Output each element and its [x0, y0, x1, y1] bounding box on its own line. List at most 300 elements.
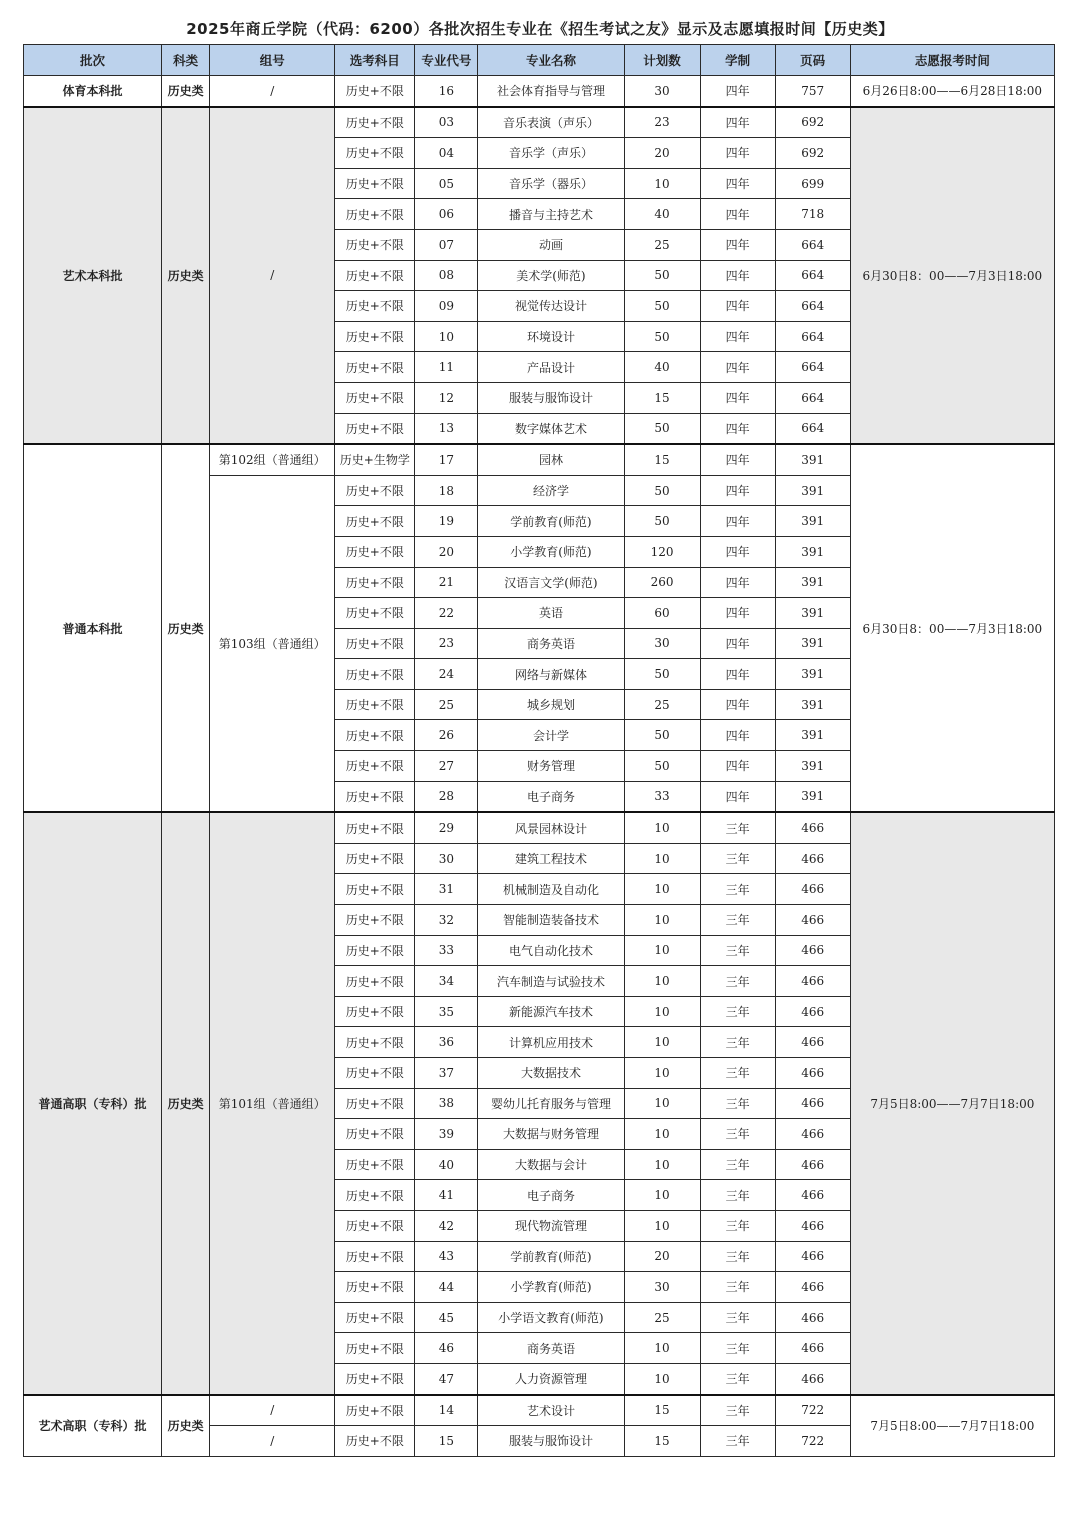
- category-cell: 历史类: [162, 444, 210, 812]
- table-row: [24, 444, 1055, 475]
- batch-cell: 体育本科批: [24, 76, 162, 107]
- subject-cell: 历史+不限: [335, 1363, 415, 1394]
- page-cell: 692: [775, 138, 850, 169]
- page-cell: 664: [775, 321, 850, 352]
- subject-cell: 历史+不限: [335, 352, 415, 383]
- plan-cell: 10: [624, 905, 700, 936]
- years-cell: 四年: [700, 781, 775, 812]
- major-name-cell: 社会体育指导与管理: [478, 76, 624, 107]
- years-cell: 四年: [700, 413, 775, 444]
- plan-cell: 25: [624, 229, 700, 260]
- years-cell: 四年: [700, 536, 775, 567]
- major-code-cell: 29: [415, 812, 478, 843]
- plan-cell: 40: [624, 199, 700, 230]
- page-cell: 391: [775, 689, 850, 720]
- years-cell: 三年: [700, 905, 775, 936]
- major-name-cell: 服装与服饰设计: [478, 1426, 624, 1457]
- major-code-cell: 15: [415, 1426, 478, 1457]
- table-row: [24, 107, 1055, 138]
- plan-cell: 10: [624, 874, 700, 905]
- major-name-cell: 动画: [478, 229, 624, 260]
- major-name-cell: 美术学(师范): [478, 260, 624, 291]
- years-cell: 三年: [700, 1149, 775, 1180]
- major-code-cell: 37: [415, 1058, 478, 1089]
- header-batch: 批次: [24, 45, 162, 76]
- major-code-cell: 07: [415, 229, 478, 260]
- plan-cell: 23: [624, 107, 700, 138]
- plan-cell: 50: [624, 260, 700, 291]
- page-cell: 391: [775, 567, 850, 598]
- years-cell: 三年: [700, 1058, 775, 1089]
- plan-cell: 30: [624, 1272, 700, 1303]
- major-name-cell: 经济学: [478, 475, 624, 506]
- major-code-cell: 35: [415, 996, 478, 1027]
- time-cell: 6月30日8：00——7月3日18:00: [850, 107, 1054, 445]
- major-code-cell: 28: [415, 781, 478, 812]
- batch-cell: 普通本科批: [24, 444, 162, 812]
- major-code-cell: 27: [415, 751, 478, 782]
- page-cell: 664: [775, 352, 850, 383]
- subject-cell: 历史+不限: [335, 1302, 415, 1333]
- group-cell: 第103组（普通组）: [210, 475, 335, 812]
- major-name-cell: 商务英语: [478, 628, 624, 659]
- major-name-cell: 人力资源管理: [478, 1363, 624, 1394]
- subject-cell: 历史+不限: [335, 168, 415, 199]
- page-cell: 466: [775, 935, 850, 966]
- major-name-cell: 大数据与会计: [478, 1149, 624, 1180]
- header-time: 志愿报考时间: [850, 45, 1054, 76]
- page-cell: 466: [775, 1027, 850, 1058]
- page-cell: 466: [775, 966, 850, 997]
- page-cell: 391: [775, 598, 850, 629]
- major-name-cell: 服装与服饰设计: [478, 382, 624, 413]
- page-cell: 466: [775, 1302, 850, 1333]
- page-cell: 391: [775, 506, 850, 537]
- major-name-cell: 学前教育(师范): [478, 1241, 624, 1272]
- years-cell: 四年: [700, 138, 775, 169]
- plan-cell: 50: [624, 506, 700, 537]
- years-cell: 四年: [700, 751, 775, 782]
- subject-cell: 历史+不限: [335, 966, 415, 997]
- major-name-cell: 环境设计: [478, 321, 624, 352]
- page-cell: 466: [775, 1180, 850, 1211]
- plan-cell: 40: [624, 352, 700, 383]
- subject-cell: 历史+不限: [335, 321, 415, 352]
- page-cell: 699: [775, 168, 850, 199]
- page-cell: 466: [775, 1149, 850, 1180]
- page-cell: 664: [775, 413, 850, 444]
- plan-cell: 120: [624, 536, 700, 567]
- plan-cell: 25: [624, 1302, 700, 1333]
- batch-cell: 普通高职（专科）批: [24, 812, 162, 1394]
- plan-cell: 10: [624, 1149, 700, 1180]
- major-name-cell: 音乐学（器乐）: [478, 168, 624, 199]
- group-cell: /: [210, 1395, 335, 1426]
- years-cell: 四年: [700, 689, 775, 720]
- subject-cell: 历史+不限: [335, 874, 415, 905]
- subject-cell: 历史+不限: [335, 260, 415, 291]
- page-cell: 466: [775, 1119, 850, 1150]
- plan-cell: 30: [624, 76, 700, 107]
- plan-cell: 10: [624, 966, 700, 997]
- plan-cell: 50: [624, 659, 700, 690]
- plan-cell: 60: [624, 598, 700, 629]
- plan-cell: 10: [624, 935, 700, 966]
- major-name-cell: 建筑工程技术: [478, 843, 624, 874]
- plan-cell: 10: [624, 1180, 700, 1211]
- plan-cell: 15: [624, 1395, 700, 1426]
- major-name-cell: 机械制造及自动化: [478, 874, 624, 905]
- major-name-cell: 商务英语: [478, 1333, 624, 1364]
- page-cell: 466: [775, 1241, 850, 1272]
- major-code-cell: 20: [415, 536, 478, 567]
- major-code-cell: 12: [415, 382, 478, 413]
- years-cell: 四年: [700, 475, 775, 506]
- years-cell: 三年: [700, 1333, 775, 1364]
- plan-cell: 10: [624, 1363, 700, 1394]
- plan-cell: 50: [624, 413, 700, 444]
- major-name-cell: 小学教育(师范): [478, 536, 624, 567]
- plan-cell: 15: [624, 444, 700, 475]
- page-cell: 391: [775, 781, 850, 812]
- page-cell: 466: [775, 1363, 850, 1394]
- major-code-cell: 22: [415, 598, 478, 629]
- years-cell: 四年: [700, 720, 775, 751]
- years-cell: 四年: [700, 659, 775, 690]
- major-name-cell: 电子商务: [478, 781, 624, 812]
- major-name-cell: 音乐表演（声乐）: [478, 107, 624, 138]
- major-code-cell: 32: [415, 905, 478, 936]
- major-name-cell: 网络与新媒体: [478, 659, 624, 690]
- major-name-cell: 电子商务: [478, 1180, 624, 1211]
- major-code-cell: 16: [415, 76, 478, 107]
- major-name-cell: 数字媒体艺术: [478, 413, 624, 444]
- page-cell: 466: [775, 905, 850, 936]
- plan-cell: 10: [624, 843, 700, 874]
- page-cell: 391: [775, 628, 850, 659]
- years-cell: 四年: [700, 199, 775, 230]
- plan-cell: 50: [624, 751, 700, 782]
- page-cell: 466: [775, 843, 850, 874]
- page-cell: 692: [775, 107, 850, 138]
- category-cell: 历史类: [162, 1395, 210, 1457]
- plan-cell: 15: [624, 1426, 700, 1457]
- header-subject: 选考科目: [335, 45, 415, 76]
- years-cell: 三年: [700, 812, 775, 843]
- major-name-cell: 新能源汽车技术: [478, 996, 624, 1027]
- group-cell: 第101组（普通组）: [210, 812, 335, 1394]
- subject-cell: 历史+不限: [335, 382, 415, 413]
- page-cell: 391: [775, 720, 850, 751]
- subject-cell: 历史+不限: [335, 138, 415, 169]
- page-cell: 664: [775, 260, 850, 291]
- years-cell: 四年: [700, 382, 775, 413]
- page-cell: 466: [775, 1210, 850, 1241]
- batch-cell: 艺术本科批: [24, 107, 162, 445]
- page-cell: 664: [775, 382, 850, 413]
- years-cell: 四年: [700, 291, 775, 322]
- major-name-cell: 风景园林设计: [478, 812, 624, 843]
- subject-cell: 历史+不限: [335, 536, 415, 567]
- plan-cell: 50: [624, 475, 700, 506]
- group-cell: /: [210, 76, 335, 107]
- major-name-cell: 汉语言文学(师范): [478, 567, 624, 598]
- years-cell: 三年: [700, 966, 775, 997]
- plan-cell: 50: [624, 720, 700, 751]
- page-cell: 391: [775, 536, 850, 567]
- major-code-cell: 43: [415, 1241, 478, 1272]
- page-cell: 722: [775, 1395, 850, 1426]
- plan-cell: 10: [624, 1027, 700, 1058]
- category-cell: 历史类: [162, 812, 210, 1394]
- subject-cell: 历史+不限: [335, 781, 415, 812]
- years-cell: 四年: [700, 107, 775, 138]
- plan-cell: 10: [624, 1088, 700, 1119]
- major-code-cell: 45: [415, 1302, 478, 1333]
- subject-cell: 历史+不限: [335, 1180, 415, 1211]
- major-code-cell: 17: [415, 444, 478, 475]
- page-cell: 664: [775, 291, 850, 322]
- page-cell: 391: [775, 659, 850, 690]
- major-code-cell: 30: [415, 843, 478, 874]
- major-code-cell: 46: [415, 1333, 478, 1364]
- major-code-cell: 47: [415, 1363, 478, 1394]
- table-row: [24, 76, 1055, 107]
- years-cell: 三年: [700, 996, 775, 1027]
- years-cell: 三年: [700, 1119, 775, 1150]
- subject-cell: 历史+不限: [335, 1395, 415, 1426]
- major-name-cell: 智能制造装备技术: [478, 905, 624, 936]
- years-cell: 三年: [700, 1302, 775, 1333]
- major-code-cell: 19: [415, 506, 478, 537]
- major-code-cell: 14: [415, 1395, 478, 1426]
- major-name-cell: 艺术设计: [478, 1395, 624, 1426]
- major-name-cell: 婴幼儿托育服务与管理: [478, 1088, 624, 1119]
- major-code-cell: 09: [415, 291, 478, 322]
- header-group: 组号: [210, 45, 335, 76]
- years-cell: 三年: [700, 1241, 775, 1272]
- category-cell: 历史类: [162, 76, 210, 107]
- subject-cell: 历史+不限: [335, 1119, 415, 1150]
- major-name-cell: 音乐学（声乐）: [478, 138, 624, 169]
- page-title: 2025年商丘学院（代码：6200）各批次招生专业在《招生考试之友》显示及志愿填报时间【历史类】: [186, 20, 894, 38]
- plan-cell: 260: [624, 567, 700, 598]
- header-major-code: 专业代号: [415, 45, 478, 76]
- years-cell: 三年: [700, 843, 775, 874]
- page-cell: 466: [775, 874, 850, 905]
- subject-cell: 历史+不限: [335, 628, 415, 659]
- subject-cell: 历史+不限: [335, 229, 415, 260]
- major-name-cell: 大数据技术: [478, 1058, 624, 1089]
- page-cell: 391: [775, 444, 850, 475]
- subject-cell: 历史+不限: [335, 107, 415, 138]
- major-code-cell: 23: [415, 628, 478, 659]
- major-code-cell: 44: [415, 1272, 478, 1303]
- years-cell: 三年: [700, 1395, 775, 1426]
- major-name-cell: 学前教育(师范): [478, 506, 624, 537]
- major-name-cell: 英语: [478, 598, 624, 629]
- major-code-cell: 36: [415, 1027, 478, 1058]
- page-cell: 466: [775, 812, 850, 843]
- major-code-cell: 11: [415, 352, 478, 383]
- subject-cell: 历史+不限: [335, 935, 415, 966]
- subject-cell: 历史+不限: [335, 567, 415, 598]
- plan-cell: 10: [624, 1333, 700, 1364]
- page-cell: 466: [775, 1333, 850, 1364]
- years-cell: 四年: [700, 628, 775, 659]
- subject-cell: 历史+不限: [335, 475, 415, 506]
- major-code-cell: 33: [415, 935, 478, 966]
- header-years: 学制: [700, 45, 775, 76]
- subject-cell: 历史+不限: [335, 199, 415, 230]
- subject-cell: 历史+不限: [335, 659, 415, 690]
- years-cell: 三年: [700, 1210, 775, 1241]
- subject-cell: 历史+不限: [335, 751, 415, 782]
- subject-cell: 历史+不限: [335, 996, 415, 1027]
- header-category: 科类: [162, 45, 210, 76]
- years-cell: 四年: [700, 352, 775, 383]
- major-name-cell: 视觉传达设计: [478, 291, 624, 322]
- table-row: [24, 1395, 1055, 1426]
- years-cell: 三年: [700, 1363, 775, 1394]
- subject-cell: 历史+不限: [335, 413, 415, 444]
- years-cell: 四年: [700, 506, 775, 537]
- page-cell: 718: [775, 199, 850, 230]
- time-cell: 7月5日8:00——7月7日18:00: [850, 1395, 1054, 1457]
- major-name-cell: 城乡规划: [478, 689, 624, 720]
- years-cell: 四年: [700, 76, 775, 107]
- subject-cell: 历史+不限: [335, 291, 415, 322]
- major-code-cell: 21: [415, 567, 478, 598]
- years-cell: 四年: [700, 444, 775, 475]
- major-code-cell: 24: [415, 659, 478, 690]
- major-code-cell: 26: [415, 720, 478, 751]
- years-cell: 三年: [700, 1426, 775, 1457]
- group-cell: /: [210, 1426, 335, 1457]
- subject-cell: 历史+不限: [335, 1088, 415, 1119]
- time-cell: 7月5日8:00——7月7日18:00: [850, 812, 1054, 1394]
- plan-cell: 15: [624, 382, 700, 413]
- batch-cell: 艺术高职（专科）批: [24, 1395, 162, 1457]
- plan-cell: 20: [624, 1241, 700, 1272]
- years-cell: 四年: [700, 321, 775, 352]
- page-cell: 391: [775, 475, 850, 506]
- subject-cell: 历史+不限: [335, 1210, 415, 1241]
- plan-cell: 25: [624, 689, 700, 720]
- subject-cell: 历史+不限: [335, 1272, 415, 1303]
- subject-cell: 历史+不限: [335, 1149, 415, 1180]
- page-cell: 466: [775, 996, 850, 1027]
- time-cell: 6月26日8:00——6月28日18:00: [850, 76, 1054, 107]
- plan-cell: 10: [624, 1119, 700, 1150]
- major-code-cell: 41: [415, 1180, 478, 1211]
- subject-cell: 历史+不限: [335, 506, 415, 537]
- years-cell: 三年: [700, 1272, 775, 1303]
- major-code-cell: 13: [415, 413, 478, 444]
- page-cell: 466: [775, 1088, 850, 1119]
- subject-cell: 历史+不限: [335, 812, 415, 843]
- years-cell: 四年: [700, 168, 775, 199]
- major-code-cell: 42: [415, 1210, 478, 1241]
- table-row: [24, 812, 1055, 843]
- major-name-cell: 汽车制造与试验技术: [478, 966, 624, 997]
- plan-cell: 20: [624, 138, 700, 169]
- major-name-cell: 播音与主持艺术: [478, 199, 624, 230]
- major-name-cell: 园林: [478, 444, 624, 475]
- major-name-cell: 会计学: [478, 720, 624, 751]
- major-name-cell: 产品设计: [478, 352, 624, 383]
- page-cell: 466: [775, 1058, 850, 1089]
- major-name-cell: 财务管理: [478, 751, 624, 782]
- page-cell: 664: [775, 229, 850, 260]
- major-code-cell: 18: [415, 475, 478, 506]
- page-cell: 391: [775, 751, 850, 782]
- group-cell: /: [210, 107, 335, 445]
- years-cell: 四年: [700, 567, 775, 598]
- table-body: [24, 76, 1055, 1457]
- table-header-row: [24, 45, 1055, 76]
- major-code-cell: 34: [415, 966, 478, 997]
- plan-cell: 10: [624, 996, 700, 1027]
- time-cell: 6月30日8：00——7月3日18:00: [850, 444, 1054, 812]
- subject-cell: 历史+不限: [335, 598, 415, 629]
- plan-cell: 10: [624, 812, 700, 843]
- major-code-cell: 39: [415, 1119, 478, 1150]
- subject-cell: 历史+不限: [335, 1058, 415, 1089]
- plan-cell: 10: [624, 1210, 700, 1241]
- years-cell: 三年: [700, 874, 775, 905]
- page-cell: 722: [775, 1426, 850, 1457]
- years-cell: 三年: [700, 935, 775, 966]
- subject-cell: 历史+不限: [335, 1426, 415, 1457]
- major-code-cell: 38: [415, 1088, 478, 1119]
- plan-cell: 33: [624, 781, 700, 812]
- subject-cell: 历史+生物学: [335, 444, 415, 475]
- years-cell: 四年: [700, 229, 775, 260]
- subject-cell: 历史+不限: [335, 689, 415, 720]
- plan-cell: 50: [624, 321, 700, 352]
- page-cell: 757: [775, 76, 850, 107]
- plan-cell: 10: [624, 1058, 700, 1089]
- group-cell: 第102组（普通组）: [210, 444, 335, 475]
- header-plan: 计划数: [624, 45, 700, 76]
- major-code-cell: 06: [415, 199, 478, 230]
- plan-cell: 50: [624, 291, 700, 322]
- subject-cell: 历史+不限: [335, 1241, 415, 1272]
- major-code-cell: 04: [415, 138, 478, 169]
- major-code-cell: 05: [415, 168, 478, 199]
- major-code-cell: 03: [415, 107, 478, 138]
- major-name-cell: 大数据与财务管理: [478, 1119, 624, 1150]
- admission-table: [23, 44, 1055, 1457]
- subject-cell: 历史+不限: [335, 720, 415, 751]
- subject-cell: 历史+不限: [335, 1333, 415, 1364]
- major-code-cell: 31: [415, 874, 478, 905]
- years-cell: 三年: [700, 1088, 775, 1119]
- header-major-name: 专业名称: [478, 45, 624, 76]
- subject-cell: 历史+不限: [335, 843, 415, 874]
- major-name-cell: 现代物流管理: [478, 1210, 624, 1241]
- major-name-cell: 计算机应用技术: [478, 1027, 624, 1058]
- years-cell: 三年: [700, 1180, 775, 1211]
- subject-cell: 历史+不限: [335, 76, 415, 107]
- plan-cell: 30: [624, 628, 700, 659]
- major-name-cell: 小学教育(师范): [478, 1272, 624, 1303]
- major-name-cell: 电气自动化技术: [478, 935, 624, 966]
- plan-cell: 10: [624, 168, 700, 199]
- subject-cell: 历史+不限: [335, 905, 415, 936]
- years-cell: 四年: [700, 598, 775, 629]
